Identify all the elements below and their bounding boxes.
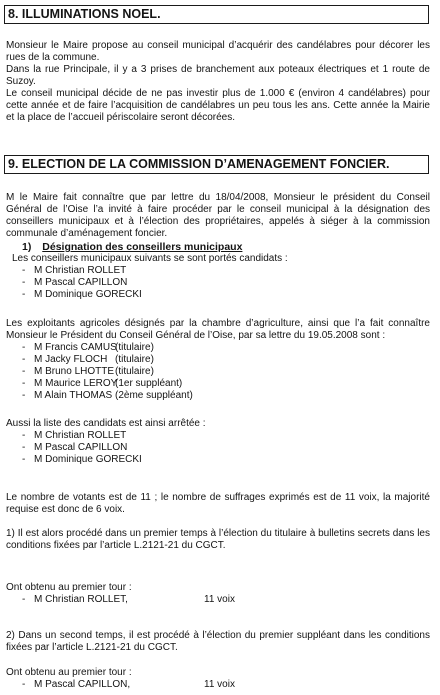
list-intro: Aussi la liste des candidats est ainsi arrêtée :	[6, 418, 206, 429]
round-1-votes: 11 voix	[204, 594, 235, 605]
list-item: - M Pascal CAPILLON	[22, 442, 128, 453]
subsection-1-heading	[22, 241, 242, 253]
farmer-role: (1er suppléant)	[115, 378, 183, 389]
candidate-item: - M Pascal CAPILLON	[22, 277, 128, 288]
subsection-1-number: 1)	[22, 241, 32, 253]
farmer-item: - M Jacky FLOCH	[22, 354, 108, 365]
farmers-intro: Les exploitants agricoles désignés par la chambre d’agriculture, ainsi que l’a fait connaître Monsieur le Président du Conseil Général de l’Oise, par sa lettre du 19.05.2008 sont :	[6, 318, 430, 341]
subsection-1-title: Désignation des conseillers municipaux	[42, 241, 243, 253]
section-9-title: 9. ELECTION DE LA COMMISSION D’AMENAGEMENT FONCIER.	[8, 157, 390, 171]
list-item: - M Dominique GORECKI	[22, 454, 142, 465]
farmer-item: - M Maurice LEROY	[22, 378, 118, 389]
section-8-paragraph-2: Dans la rue Principale, il y a 3 prises de branchement aux poteaux électriques et 1 route de Suzoy.	[6, 64, 430, 87]
farmer-item: - M Francis CAMUS	[22, 342, 117, 353]
round-1-result: - M Christian ROLLET,	[22, 594, 128, 605]
round-1-paragraph: 1) Il est alors procédé dans un premier temps à l’élection du titulaire à bulletins secrets dans les conditions fixées par l’article L.2121-21 du CGCT.	[6, 528, 430, 551]
section-9-heading	[4, 155, 429, 174]
section-8-title: 8. ILLUMINATIONS NOEL.	[8, 7, 161, 21]
section-8-paragraph-3: Le conseil municipal décide de ne pas investir plus de 1.000 € (environ 4 candélabres) pour cette année et de faire l’acquisition de candélabres un peu tous les ans. Cette année la Mairie et la place de l’accueil périscolaire seront décorées.	[6, 88, 430, 123]
section-8-paragraph-1: Monsieur le Maire propose au conseil municipal d’acquérir des candélabres pour décorer les rues de la commune.	[6, 40, 430, 63]
votes-paragraph: Le nombre de votants est de 11 ; le nombre de suffrages exprimés est de 11 voix, la majorité requise est donc de 6 voix.	[6, 492, 430, 515]
farmer-role: (titulaire)	[115, 354, 154, 365]
round-2-votes: 11 voix	[204, 679, 235, 690]
section-8-heading	[4, 5, 429, 24]
farmer-item: - M Alain THOMAS	[22, 390, 113, 401]
candidate-item: - M Dominique GORECKI	[22, 289, 142, 300]
section-9-intro: M le Maire fait connaître que par lettre du 18/04/2008, Monsieur le président du Conseil Général de l’Oise l’a invité à faire procéder par le conseil municipal à la désignation des conseillers municipaux et à l’élection des propriétaires, appelés à siéger à la commission communale d’aménagement foncier.	[6, 192, 430, 239]
round-2-result: - M Pascal CAPILLON,	[22, 679, 131, 690]
farmer-role: (titulaire)	[115, 366, 154, 377]
list-item: - M Christian ROLLET	[22, 430, 127, 441]
farmer-role: (2ème suppléant)	[115, 390, 193, 401]
round-1-obtained-label: Ont obtenu au premier tour :	[6, 582, 132, 593]
candidate-item: - M Christian ROLLET	[22, 265, 127, 276]
round-2-paragraph: 2) Dans un second temps, il est procédé à l’élection du premier suppléant dans les conditions fixées par l’article L.2121-21 du CGCT.	[6, 630, 430, 653]
candidates-intro: Les conseillers municipaux suivants se sont portés candidats :	[12, 253, 288, 264]
farmer-role: (titulaire)	[115, 342, 154, 353]
round-2-obtained-label: Ont obtenu au premier tour :	[6, 667, 132, 678]
farmer-item: - M Bruno LHOTTE	[22, 366, 115, 377]
